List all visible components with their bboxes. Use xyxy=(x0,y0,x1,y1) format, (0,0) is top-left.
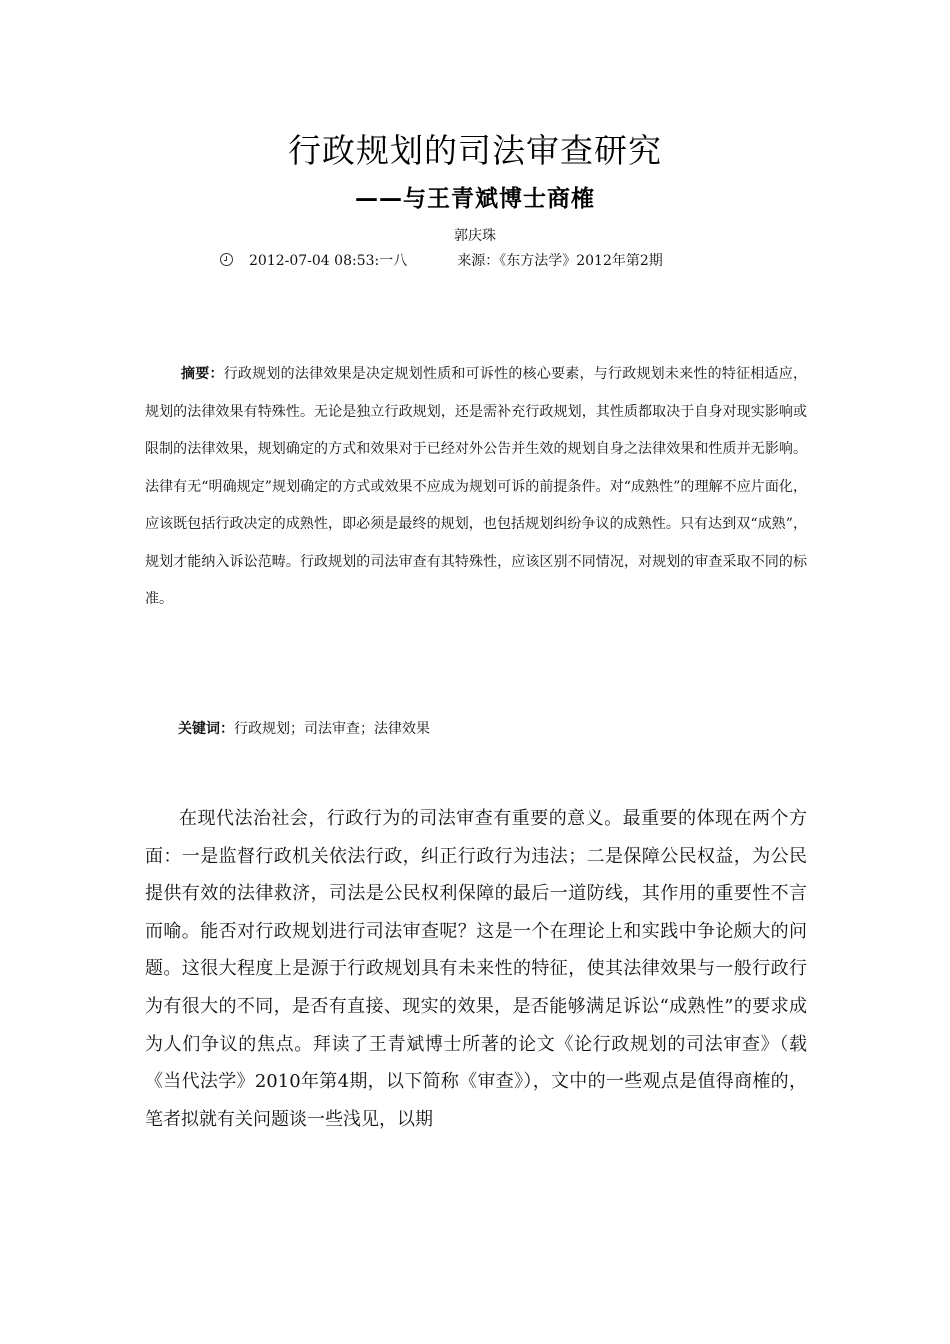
keywords-text: 行政规划；司法审查；法律效果 xyxy=(234,721,430,737)
abstract-text: 行政规划的法律效果是决定规划性质和可诉性的核心要素，与行政规划未来性的特征相适应，规划的法律效果有特殊性。无论是独立行政规划，还是需补充行政规划，其性质都取决于自身对现实影响或限制的法律效果，规划确定的方式和效果对于已经对外公告并生效的规划自身之法律效果和性质并无影响。法律有无“明确规定”规划确定的方式或效果不应成为规划可诉的前提条件。对“成熟性”的理解不应片面化，应该既包括行政决定的成熟性，即必须是最终的规划，也包括规划纠纷争议的成熟性。只有达到双“成熟”，规划才能纳入诉讼范畴。行政规划的司法审查有其特殊性，应该区别不同情况，对规划的审查采取不同的标准。 xyxy=(145,366,808,607)
keywords-label: 关键词： xyxy=(178,721,234,737)
article-title: 行政规划的司法审查研究 xyxy=(288,131,662,170)
abstract-paragraph xyxy=(145,356,807,619)
article-subtitle: ——与王青斌博士商榷 xyxy=(355,186,595,212)
clock-icon xyxy=(220,253,233,266)
article-author: 郭庆珠 xyxy=(454,228,496,244)
body-paragraph: 在现代法治社会，行政行为的司法审查有重要的意义。最重要的体现在两个方面：一是监督行政机关依法行政，纠正行政行为违法；二是保障公民权益，为公民提供有效的法律救济，司法是公民权利保障的最后一道防线，其作用的重要性不言而喻。能否对行政规划进行司法审查呢？这是一个在理论上和实践中争论颇大的问题。这很大程度上是源于行政规划具有未来性的特征，使其法律效果与一般行政行为有很大的不同，是否有直接、现实的效果，是否能够满足诉讼“成熟性”的要求成为人们争议的焦点。拜读了王青斌博士所著的论文《论行政规划的司法审查》（载《当代法学》2010年第4期，以下简称《审查》），文中的一些观点是值得商榷的，笔者拟就有关问题谈一些浅见，以期 xyxy=(145,808,807,1130)
keywords-line xyxy=(178,717,430,741)
article-meta xyxy=(220,251,663,271)
article-source: 来源：《东方法学》2012年第2期 xyxy=(457,253,663,269)
abstract-label: 摘要： xyxy=(181,366,224,382)
publish-datetime: 2012-07-04 08:53:一八 xyxy=(249,253,408,269)
